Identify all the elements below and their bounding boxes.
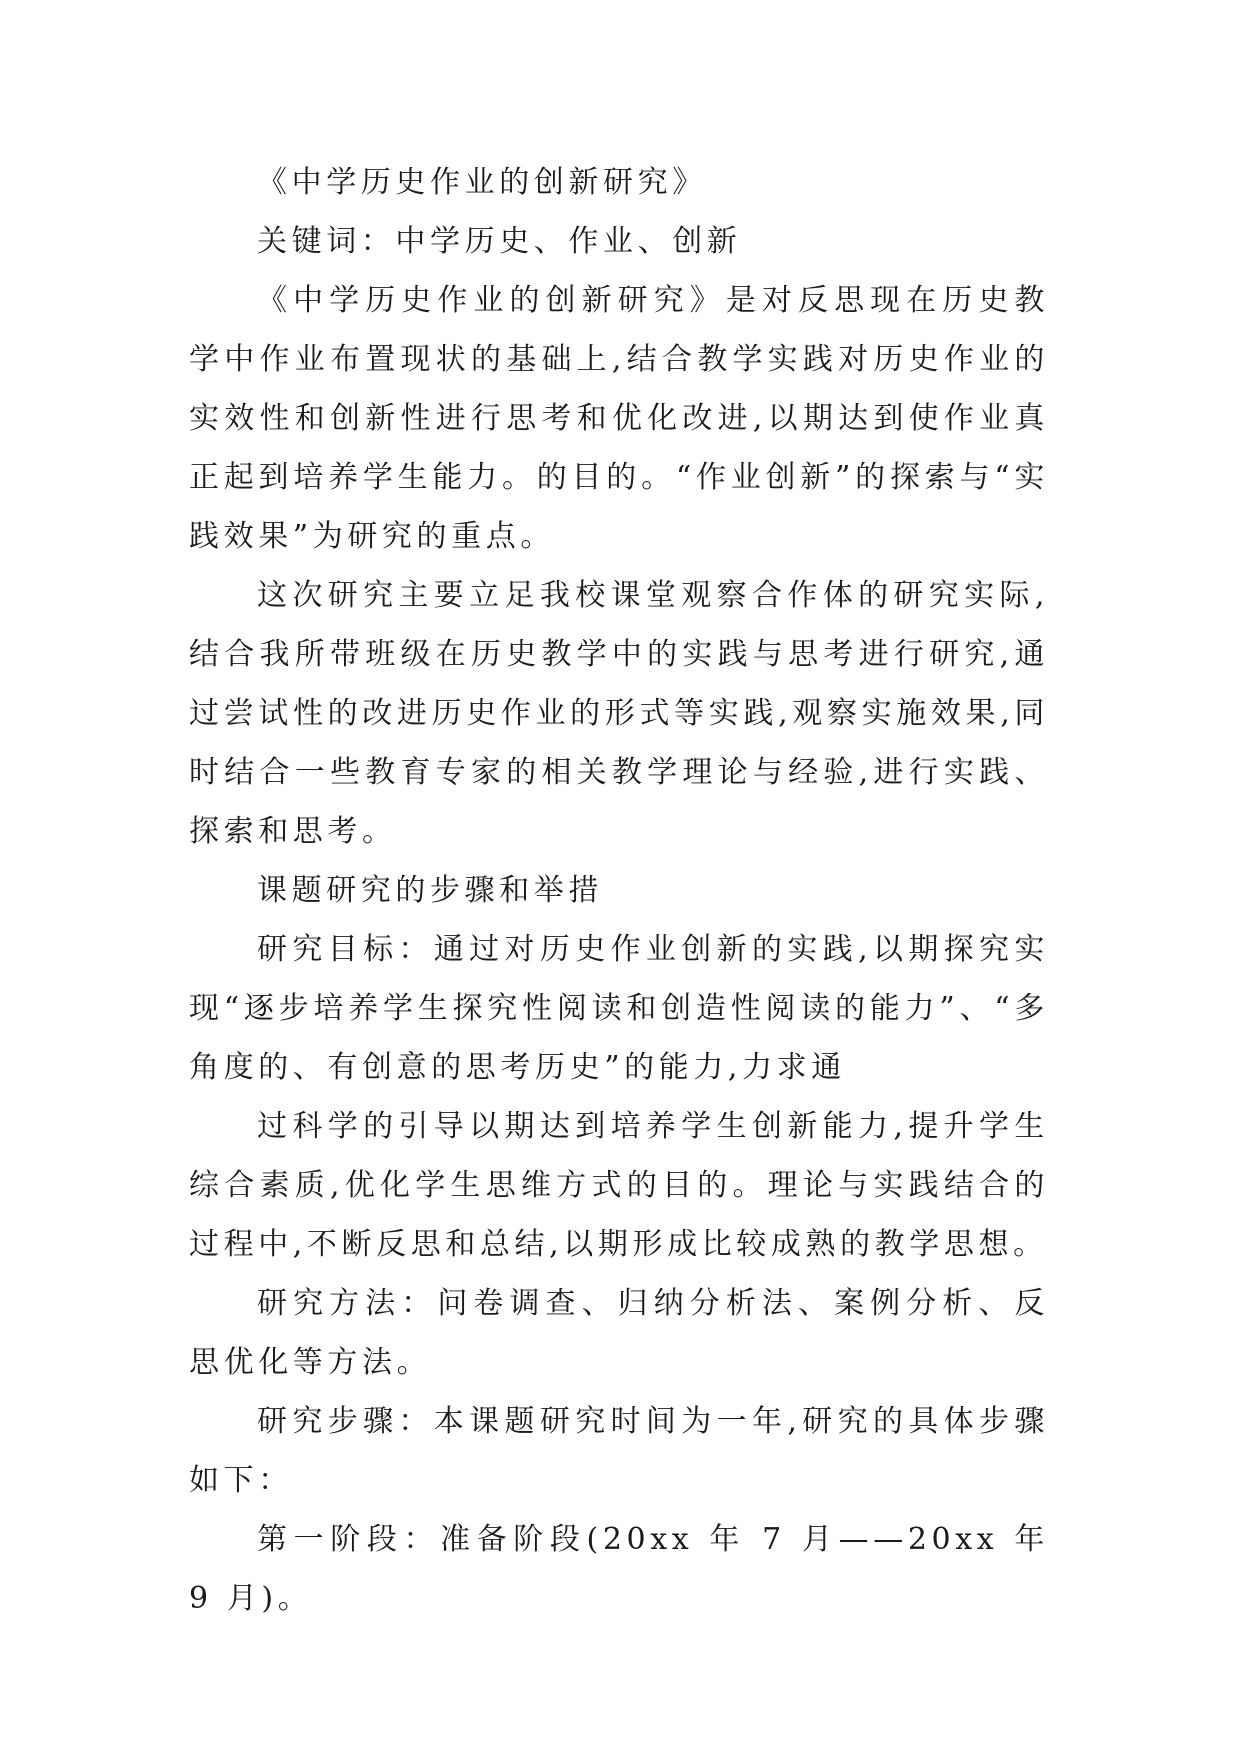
- section-heading-steps: 课题研究的步骤和举措: [257, 873, 603, 908]
- stage-one-paragraph: 第一阶段：准备阶段(20xx 年 7 月——20xx 年 9 月)。: [189, 1522, 1049, 1616]
- research-basis-paragraph: 这次研究主要立足我校课堂观察合作体的研究实际,结合我所带班级在历史教学中的实践与思考进行研究,通过尝试性的改进历史作业的形式等实践,观察实施效果,同时结合一些教育专家的相关教学理论与经验,进行实践、探索和思考。: [189, 578, 1049, 849]
- document-title-line: 《中学历史作业的创新研究》: [257, 165, 707, 200]
- research-method-paragraph: 研究方法：问卷调查、归纳分析法、案例分析、反思优化等方法。: [189, 1286, 1049, 1380]
- intro-paragraph: 《中学历史作业的创新研究》是对反思现在历史教学中作业布置现状的基础上,结合教学实践对历史作业的实效性和创新性进行思考和优化改进,以期达到使作业真正起到培养学生能力。的目的。“作业创新”的探索与“实践效果”为研究的重点。: [189, 283, 1049, 554]
- research-steps-paragraph: 研究步骤：本课题研究时间为一年,研究的具体步骤如下：: [189, 1404, 1049, 1498]
- keywords-line: 关键词：中学历史、作业、创新: [257, 224, 742, 259]
- research-goal-continued-paragraph: 过科学的引导以期达到培养学生创新能力,提升学生综合素质,优化学生思维方式的目的。理论与实践结合的过程中,不断反思和总结,以期形成比较成熟的教学思想。: [189, 1109, 1049, 1262]
- research-goal-paragraph: 研究目标：通过对历史作业创新的实践,以期探究实现“逐步培养学生探究性阅读和创造性阅读的能力”、“多角度的、有创意的思考历史”的能力,力求通: [189, 932, 1049, 1085]
- document-body: [189, 153, 1049, 1628]
